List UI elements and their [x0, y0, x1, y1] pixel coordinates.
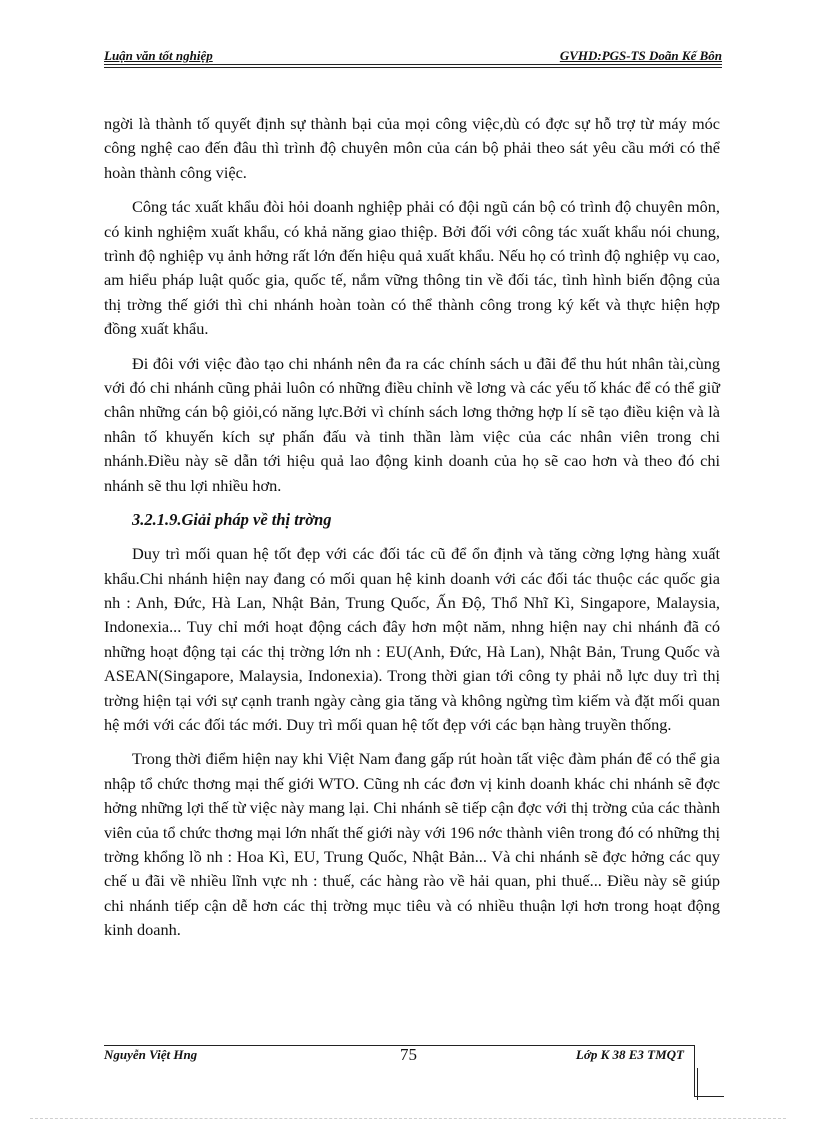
page-edge-guide	[30, 1118, 786, 1119]
paragraph-export-staff: Công tác xuất khẩu đòi hỏi doanh nghiệp phải có đội ngũ cán bộ có trình độ chuyên môn, có kinh nghiệm xuất khẩu, có khả năng giao thiệp. Bởi đối với công tác xuất khẩu nói chung, trình độ nghiệp vụ ảnh hởng rất lớn đến hiệu quả xuất khẩu. Nếu họ có trình độ nghiệp vụ cao, am hiểu pháp luật quốc gia, quốc tế, nắm vững thông tin về đối tác, tình hình biến động của thị trờng thế giới thì chi nhánh hoàn toàn có thể thành công trong ký kết và thực hiện hợp đồng xuất khẩu.	[104, 197, 720, 339]
footer-class: Lớp K 38 E3 TMQT	[575, 1047, 684, 1062]
footer-border-bottom	[694, 1096, 724, 1097]
page-header	[104, 44, 722, 64]
paragraph-continuation: ngời là thành tố quyết định sự thành bại của mọi công việc,dù có đợc sự hỗ trợ từ máy móc công nghệ cao đến đâu thì trình độ chuyên môn của cán bộ phải theo sát yêu cầu mới có thể hoàn thành công việc.	[104, 114, 720, 182]
footer-author: Nguyễn Việt Hng	[104, 1047, 198, 1062]
section-heading: 3.2.1.9.Giải pháp về thị trờng	[132, 510, 332, 530]
footer-rule	[104, 1045, 694, 1046]
header-thesis-label: Luận văn tốt nghiệp	[104, 48, 213, 63]
paragraph-training-policy: Đi đôi với việc đào tạo chi nhánh nên đa ra các chính sách u đãi để thu hút nhân tài,cùng với đó chi nhánh cũng phải luôn có những điều chỉnh về lơng và các yếu tố khác để có thể giữ chân những cán bộ giỏi,có năng lực.Bởi vì chính sách lơng thởng hợp lí sẽ tạo điều kiện và là nhân tố khuyến kích sự phấn đấu và tinh thần làm việc của các nhân viên trong chi nhánh.Điều này sẽ dẫn tới hiệu quả lao động kinh doanh của họ sẽ cao hơn và theo đó chi nhánh sẽ thu lợi nhiều hơn.	[104, 353, 720, 495]
page-footer	[104, 1047, 694, 1067]
header-rule-double	[104, 67, 722, 68]
footer-border-right	[694, 1045, 695, 1097]
page-body	[104, 112, 720, 953]
header-advisor: GVHD:PGS-TS Doãn Kế Bôn	[559, 48, 722, 63]
header-rule	[104, 64, 722, 65]
page-number: 75	[400, 1045, 417, 1064]
paragraph-wto: Trong thời điểm hiện nay khi Việt Nam đang gấp rút hoàn tất việc đàm phán để có thể gia nhập tổ chức thơng mại thế giới WTO. Cũng nh các đơn vị kinh doanh khác chi nhánh sẽ đợc hởng những lợi thế từ việc này mang lại. Chi nhánh sẽ tiếp cận đợc với thị trờng của các thành viên của tổ chức thơng mại lớn nhất thế giới này với 196 nớc thành viên trong đó có những thị trờng khổng lồ nh : Hoa Kì, EU, Trung Quốc, Nhật Bản... Và chi nhánh sẽ đợc hởng các quy chế u đãi về nhiều lĩnh vực nh : thuế, các hàng rào về hải quan, phi thuế... Điều này sẽ giúp chi nhánh tiếp cận dễ hơn các thị trờng mục tiêu và có nhiều thuận lợi hơn trong hoạt động kinh doanh.	[104, 749, 720, 940]
paragraph-market-relations: Duy trì mối quan hệ tốt đẹp với các đối tác cũ để ổn định và tăng cờng lợng hàng xuất khẩu.Chi nhánh hiện nay đang có mối quan hệ kinh doanh với các đối tác thuộc các quốc gia nh : Anh, Đức, Hà Lan, Nhật Bản, Trung Quốc, Ấn Độ, Thổ Nhĩ Kì, Singapore, Malaysia, Indonexia... Tuy chỉ mới hoạt động cách đây hơn một năm, nhng hiện nay chi nhánh đã có những hoạt động tại các thị trờng lớn nh : EU(Anh, Đức, Hà Lan), Nhật Bản, Trung Quốc và ASEAN(Singapore, Malaysia, Indonexia). Trong thời gian tới công ty phải nỗ lực duy trì thị trờng hiện tại với sự cạnh tranh ngày càng gia tăng và không ngừng tìm kiếm và đặt mối quan hệ mới với các đối tác mới. Duy trì mối quan hệ tốt đẹp với các bạn hàng truyền thống.	[104, 544, 720, 734]
